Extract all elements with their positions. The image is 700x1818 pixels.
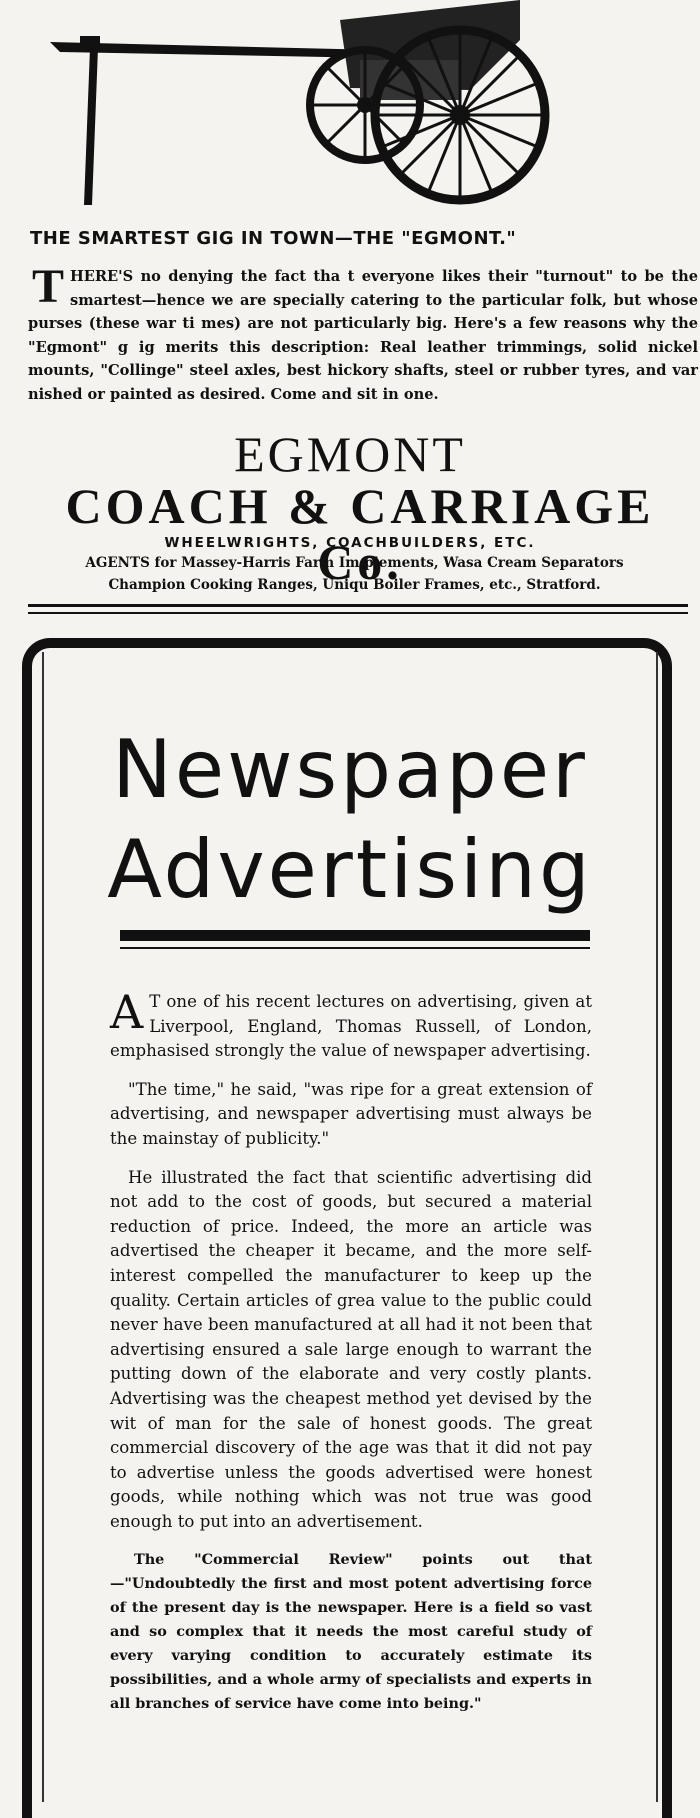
gig-dropcap: T	[32, 260, 65, 313]
article-title-line1: Newspaper	[112, 723, 588, 816]
company-name-line2: COACH & CARRIAGE Co.	[65, 478, 655, 590]
section-divider-top	[28, 604, 688, 607]
gig-carriage-illustration	[50, 0, 610, 215]
company-name-line1: EGMONT	[234, 426, 466, 482]
article-paragraph-4: The "Commercial Review" points out that—"Undoubtedly the first and most potent advertising force of the present day is the newspaper. Here is a field so vast and so complex that it needs the most careful study of every varying condition to accurately estimate its possibilities, and a whole army of specialists and experts in all branches of service have come into being."	[110, 1551, 592, 1713]
article-paragraph-3: He illustrated the fact that scientific advertising did not add to the cost of goods, but secured a material reduction of price. Indeed, the more an article was advertised the cheaper it became, and the more self-interest compelled the manufacturer to keep up the quality. Certain articles of grea value to the public could never have been manufactured at all had it not been that advertising ensured a sale large enough to warrant the putting down of the elaborate and very costly plants. Advertising was the cheapest method yet devised by the wit of man for the sale of honest goods. The great commercial discovery of the age was that it did not pay to advertise unless the goods advertised were honest goods, while nothing which was not true was good enough to put into an advertisement.	[110, 1167, 592, 1531]
paragraph-1-text: T one of his recent lectures on advertising, given at Liverpool, England, Thomas Russell, of London, emphasised strongly the value of newspaper advertising.	[110, 992, 592, 1061]
title-thin-rule	[120, 947, 590, 949]
title-thick-rule	[120, 930, 590, 941]
gig-headline: THE SMARTEST GIG IN TOWN—THE "EGMONT."	[30, 228, 517, 249]
company-trades: WHEELWRIGHTS, COACHBUILDERS, ETC.	[164, 535, 536, 551]
article-paragraph-1	[110, 985, 592, 1064]
article-body	[110, 985, 592, 1730]
article-title-line2: Advertising	[107, 823, 593, 916]
article-paragraph-2: "The time," he said, "was ripe for a great extension of advertising, and newspaper advertising must always be the mainstay of publicity."	[110, 1079, 592, 1148]
section-divider-bottom	[28, 612, 688, 614]
article-title	[60, 720, 640, 920]
article-dropcap: A	[110, 985, 144, 1039]
agents-line1: AGENTS for Massey-Harris Farm Im plements, Wasa Cream Separators	[85, 555, 624, 571]
agents-line2: Champion Cooking Ranges, Uniqu Boiler Frames, etc., Stratford.	[108, 577, 601, 593]
gig-description	[28, 260, 698, 406]
gig-body-text: HERE'S no denying the fact tha t everyone likes their "turnout" to be the smartest—hence we are specially catering to the particular folk, but whose purses (these war ti mes) are not particularly big. Here's a few reasons why the "Egmont" g ig merits this description: Real leather trimmings, solid nickel mounts, "Collinge" steel axles, best hickory shafts, steel or rubber tyres, and var nished or painted as desired. Come and sit in one.	[28, 268, 698, 403]
company-agents	[22, 552, 687, 596]
